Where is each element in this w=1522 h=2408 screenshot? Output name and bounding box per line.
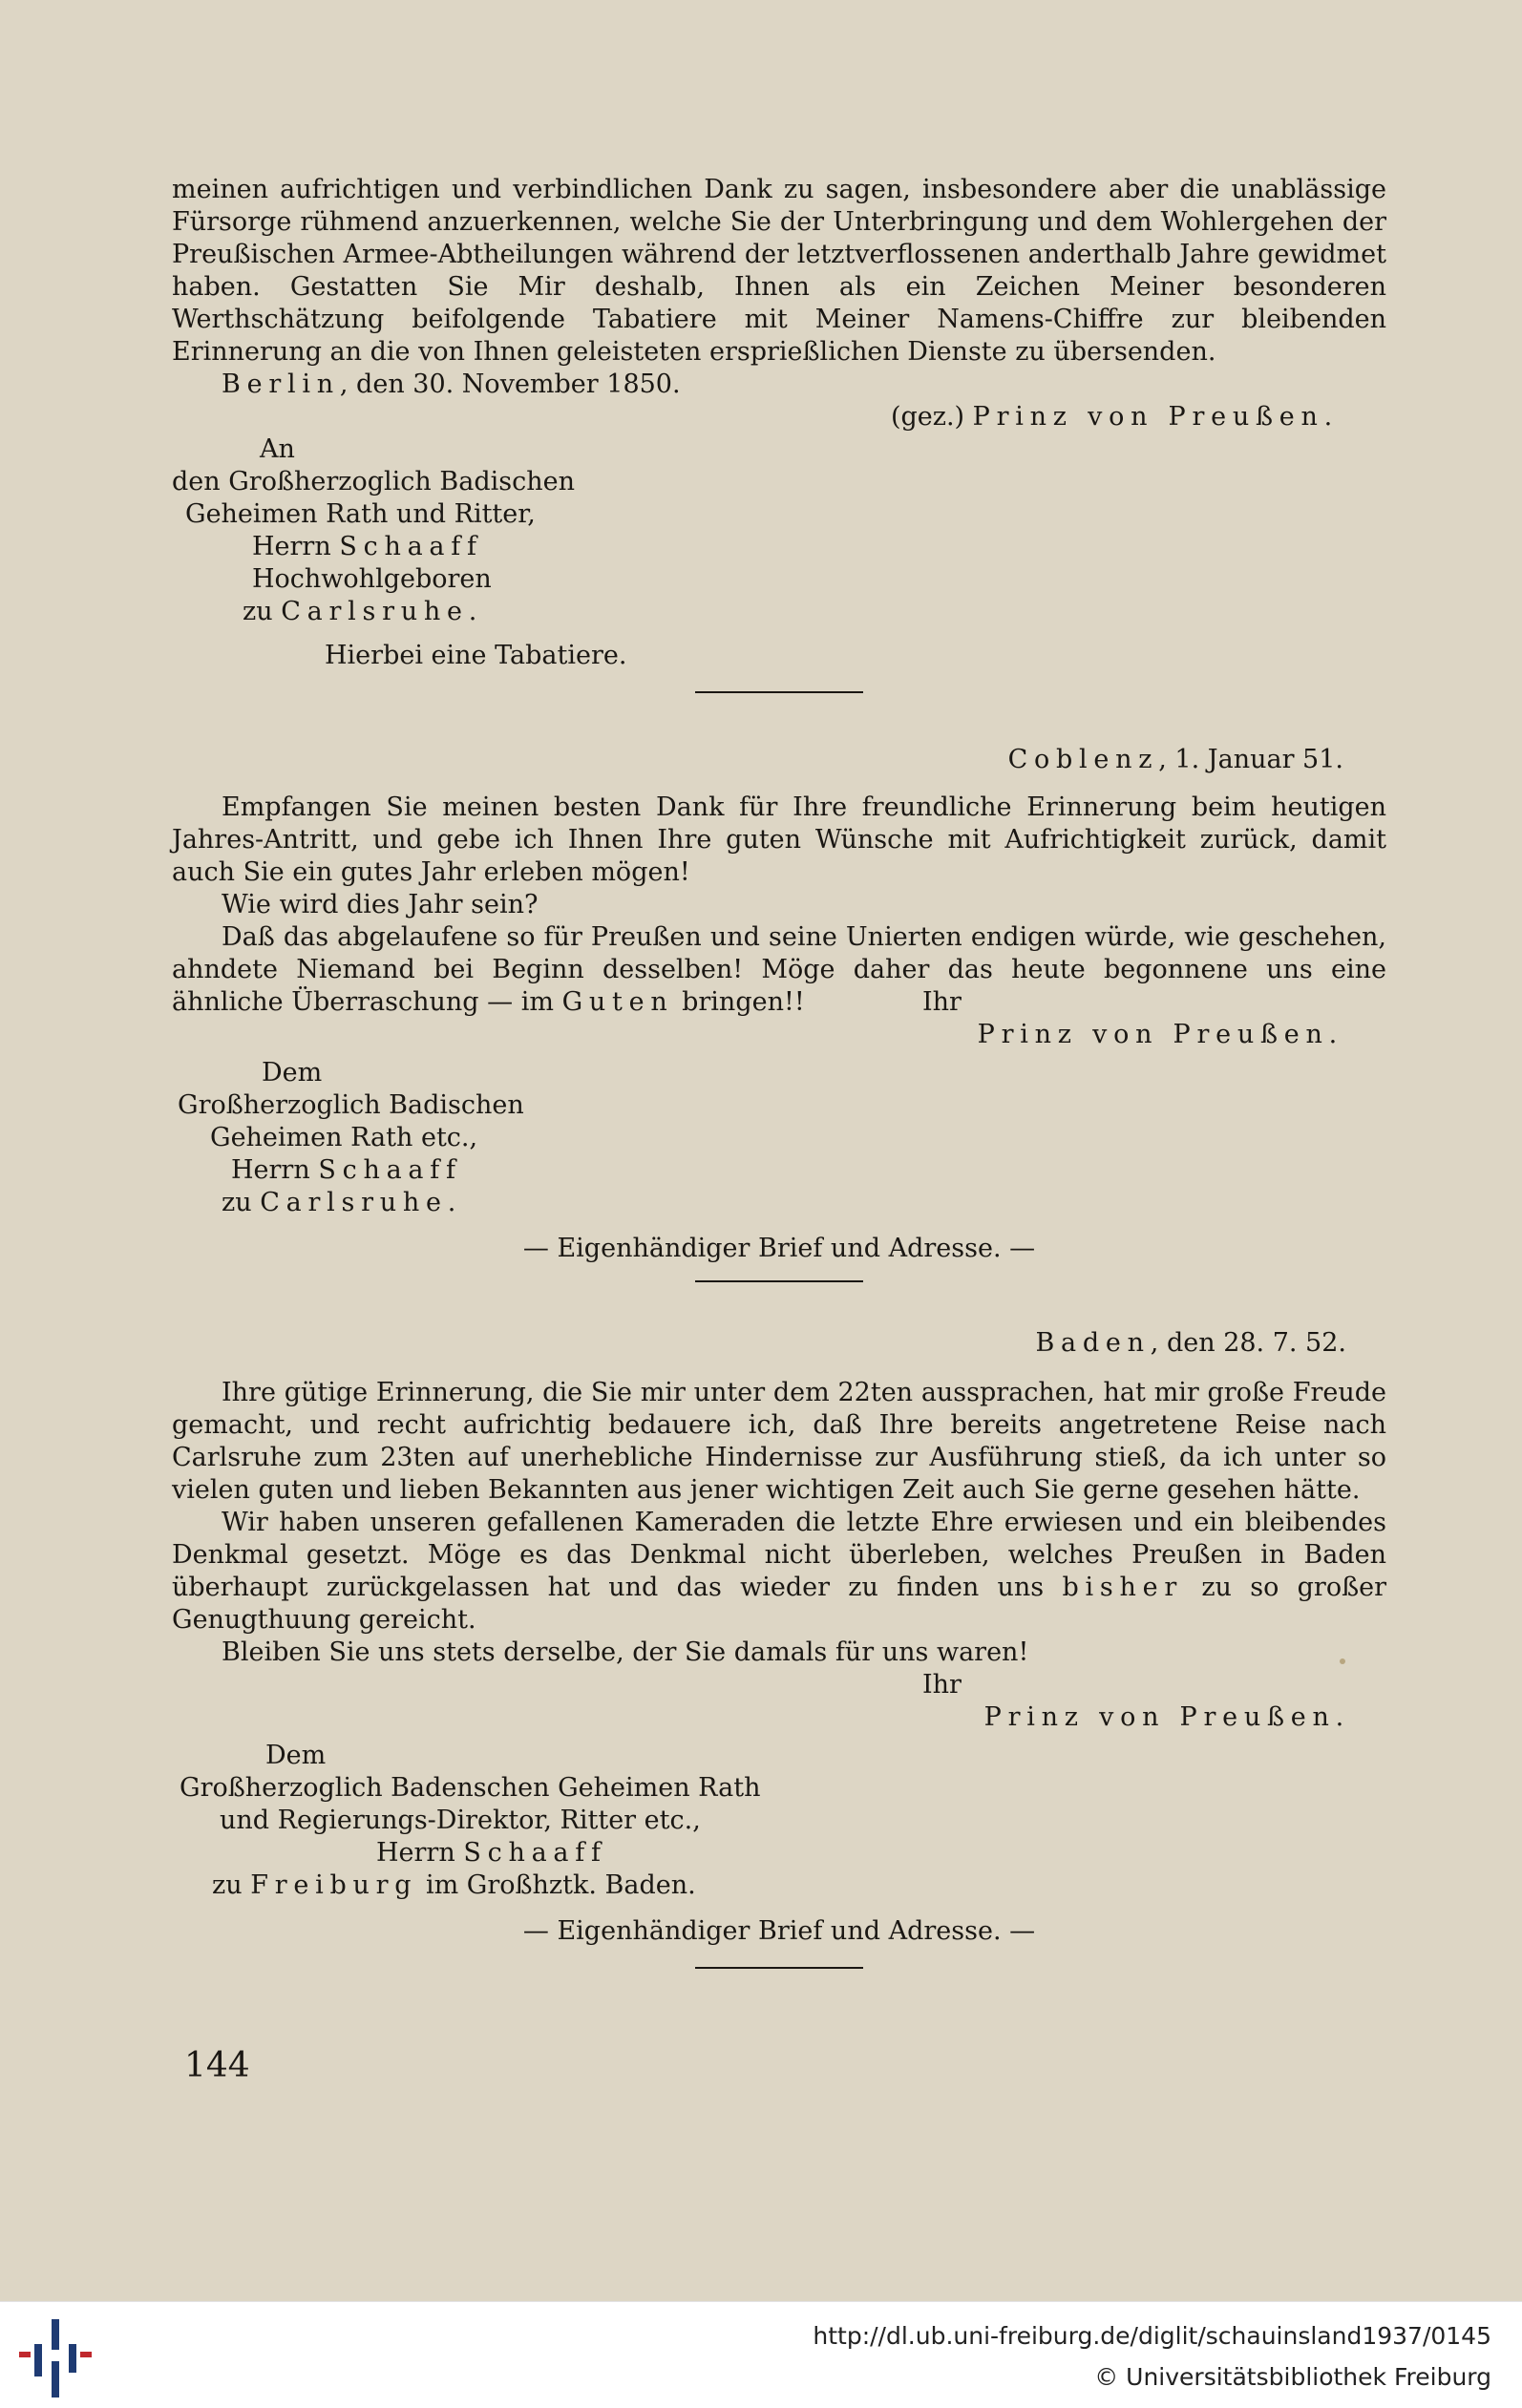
separator-rule xyxy=(695,1967,863,1969)
letter-1-signature: Prinz von Preußen. xyxy=(972,402,1339,432)
address-line: im Großhztk. Baden. xyxy=(425,1870,696,1900)
document-url-link[interactable]: http://dl.ub.uni-freiburg.de/diglit/schauinsland1937/0145 xyxy=(813,2322,1491,2350)
spaced-word: bisher xyxy=(1062,1573,1184,1602)
letter-2-place: Coblenz xyxy=(1007,745,1159,774)
letter-1-dateline xyxy=(172,369,1386,401)
letter-2-address xyxy=(172,1057,1386,1219)
paper-speck xyxy=(1340,1658,1345,1664)
address-line: Geheimen Rath und Ritter, xyxy=(185,499,536,529)
copyright-notice: © Universitätsbibliothek Freiburg xyxy=(1094,2363,1491,2391)
paragraph-text: Wir haben unseren gefallenen Kameraden die letzte Ehre erwiesen und ein bleibendes Denkmal gesetzt. Möge es das Denkmal nicht überleben, welches Preußen in Baden überhaupt zurückgelassen hat und das wieder zu finden uns xyxy=(172,1508,1386,1602)
ub-freiburg-logo-icon xyxy=(13,2315,99,2401)
letter-1-place: Berlin xyxy=(222,370,340,399)
separator-rule xyxy=(695,1280,863,1282)
letter-3-note: — Eigenhändiger Brief und Adresse. — xyxy=(522,1916,1036,1946)
letter-2-signature: Prinz von Preußen. xyxy=(977,1020,1343,1049)
letter-2-paragraph: Wie wird dies Jahr sein? xyxy=(222,890,539,919)
address-line: Dem xyxy=(262,1058,323,1088)
address-line: zu xyxy=(222,1188,252,1217)
spaced-word: Guten xyxy=(561,987,674,1017)
letter-2-dateline xyxy=(172,744,1386,776)
letter-2-note: — Eigenhändiger Brief und Adresse. — xyxy=(522,1234,1036,1263)
letter-1-address xyxy=(172,433,1386,628)
address-line: und Regierungs-Direktor, Ritter etc., xyxy=(220,1806,701,1835)
paragraph-text: Daß das abgelaufene so für Preußen und seine Unierten endigen würde, wie geschehen, ahndete Niemand bei Beginn desselben! Möge daher das heute begonnene uns eine ähnliche Überraschung — im xyxy=(172,922,1386,1017)
address-line: Dem xyxy=(265,1741,327,1770)
address-line: den Großherzoglich Badischen xyxy=(172,467,575,496)
letter-2 xyxy=(172,744,1386,1282)
letter-1-body: meinen aufrichtigen und verbindlichen Dank zu sagen, insbesondere aber die unablässige Fürsorge rühmend anzuerkennen, welche Sie der Unterbringung und dem Wohlergehen der Preußischen Armee-Abtheilungen während der letztverflossenen anderthalb Jahre gewidmet haben. Gestatten Sie Mir deshalb, Ihnen als ein Zeichen Meiner besonderen Werthschätzung beifolgende Tabatiere mit Meiner Namens-Chiffre zur bleibenden Erinnerung an die von Ihnen geleisteten ersprießlichen Dienste zu übersenden. xyxy=(172,175,1386,367)
page-number: 144 xyxy=(184,2046,250,2085)
letter-3 xyxy=(172,1327,1386,1969)
address-line: Hochwohlgeboren xyxy=(252,564,492,594)
letter-3-paragraph: Bleiben Sie uns stets derselbe, der Sie damals für uns waren! xyxy=(222,1637,1029,1667)
letter-1-signature-line xyxy=(172,401,1386,433)
letter-1-signature-prefix: (gez.) xyxy=(890,402,965,432)
letter-3-date: , den 28. 7. 52. xyxy=(1150,1328,1346,1358)
address-city: Carlsruhe. xyxy=(281,597,484,626)
address-line: zu xyxy=(243,597,273,626)
address-city: Freiburg xyxy=(250,1870,418,1900)
address-recipient: Schaaff xyxy=(463,1838,607,1868)
paragraph-text: bringen!! xyxy=(682,987,805,1017)
address-line: Herrn xyxy=(252,532,331,561)
address-line: Herrn xyxy=(376,1838,455,1868)
letter-1 xyxy=(172,174,1386,693)
separator-rule xyxy=(695,691,863,693)
letter-3-dateline xyxy=(172,1327,1386,1360)
address-recipient: Schaaff xyxy=(318,1155,462,1185)
address-line: Großherzoglich Badenschen Geheimen Rath xyxy=(180,1773,761,1803)
letter-3-paragraph xyxy=(172,1507,1386,1637)
address-line: An xyxy=(260,434,295,464)
address-line: Großherzoglich Badischen xyxy=(178,1090,524,1120)
address-line: Herrn xyxy=(231,1155,310,1185)
letter-1-date: , den 30. November 1850. xyxy=(339,370,681,399)
letter-2-paragraph: Empfangen Sie meinen besten Dank für Ihre freundliche Erinnerung beim heutigen Jahres-Antritt, und gebe ich Ihnen Ihre guten Wünsche mit Aufrichtigkeit zurück, damit auch Sie ein gutes Jahr erleben mögen! xyxy=(172,792,1386,887)
letter-3-paragraph: Ihre gütige Erinnerung, die Sie mir unter dem 22ten aussprachen, hat mir große Freude gemacht, und recht aufrichtig bedauere ich, daß Ihre bereits angetretene Reise nach Carlsruhe zum 23ten auf unerhebliche Hindernisse zur Ausführung stieß, da ich unter so vielen guten und lieben Bekannten aus jener wichtigen Zeit auch Sie gerne gesehen hätte. xyxy=(172,1378,1386,1505)
letter-2-closing: Ihr xyxy=(922,987,962,1017)
address-recipient: Schaaff xyxy=(339,532,483,561)
viewer-footer xyxy=(0,2301,1522,2408)
letter-1-note: Hierbei eine Tabatiere. xyxy=(325,641,627,670)
paragraph-text: zu so großer Genugthuung gereicht. xyxy=(172,1573,1386,1635)
letter-3-closing: Ihr xyxy=(922,1670,962,1700)
letter-2-date: , 1. Januar 51. xyxy=(1158,745,1343,774)
address-city: Carlsruhe. xyxy=(260,1188,463,1217)
letter-3-signature: Prinz von Preußen. xyxy=(983,1702,1350,1732)
address-line: zu xyxy=(212,1870,243,1900)
letter-3-place: Baden xyxy=(1035,1328,1151,1358)
address-line: Geheimen Rath etc., xyxy=(210,1123,478,1152)
letter-3-address xyxy=(172,1740,1386,1902)
